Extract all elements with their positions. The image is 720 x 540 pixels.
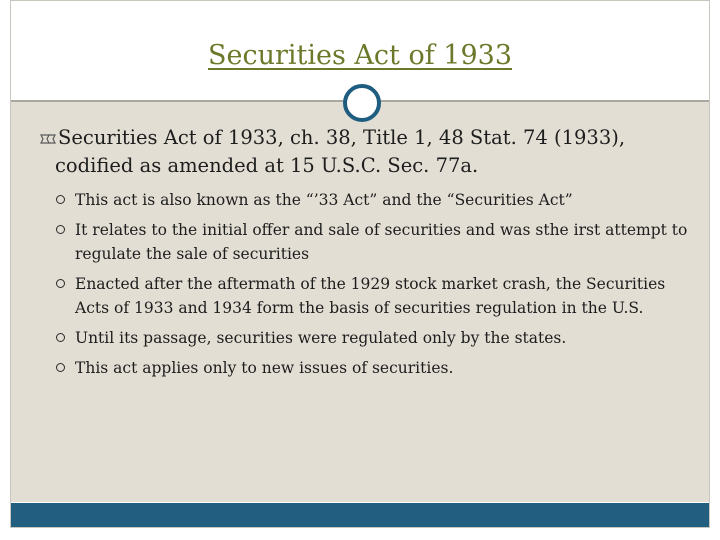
slide bbox=[10, 0, 710, 528]
circle-bullet-icon bbox=[56, 225, 65, 234]
main-point-line2: codified as amended at 15 U.S.C. Sec. 77a. bbox=[55, 154, 479, 177]
circle-bullet-icon bbox=[56, 363, 65, 372]
footer-bar bbox=[11, 503, 709, 527]
sub-point-text: Enacted after the aftermath of the 1929 stock market crash, the Securities Acts of 1933 and 1934 form the basis of securities regulation in the U.S. bbox=[75, 275, 666, 317]
main-point-line1: Securities Act of 1933, ch. 38, Title 1, 48 Stat. 74 (1933), bbox=[58, 126, 626, 149]
sub-point-item bbox=[11, 272, 709, 320]
circle-bullet-icon bbox=[56, 195, 65, 204]
sub-point-item bbox=[11, 356, 709, 380]
sub-point-item bbox=[11, 188, 709, 212]
slide-title: Securities Act of 1933 bbox=[207, 40, 513, 71]
circle-bullet-icon bbox=[56, 279, 65, 288]
sub-point-item bbox=[11, 218, 709, 266]
slide-body bbox=[11, 124, 709, 386]
sub-point-text: It relates to the initial offer and sale of securities and was sthe irst attempt to regulate the sale of securities bbox=[75, 221, 688, 263]
sub-point-text: Until its passage, securities were regulated only by the states. bbox=[75, 329, 567, 347]
sub-point-text: This act applies only to new issues of securities. bbox=[75, 359, 454, 377]
main-bullet-point bbox=[11, 124, 709, 180]
sub-point-text: This act is also known as the “’33 Act” and the “Securities Act” bbox=[75, 191, 573, 209]
divider-circle-ornament bbox=[343, 84, 381, 122]
sub-point-list bbox=[11, 188, 709, 380]
circle-bullet-icon bbox=[56, 333, 65, 342]
sub-point-item bbox=[11, 326, 709, 350]
ribbon-bullet-icon bbox=[40, 132, 56, 146]
